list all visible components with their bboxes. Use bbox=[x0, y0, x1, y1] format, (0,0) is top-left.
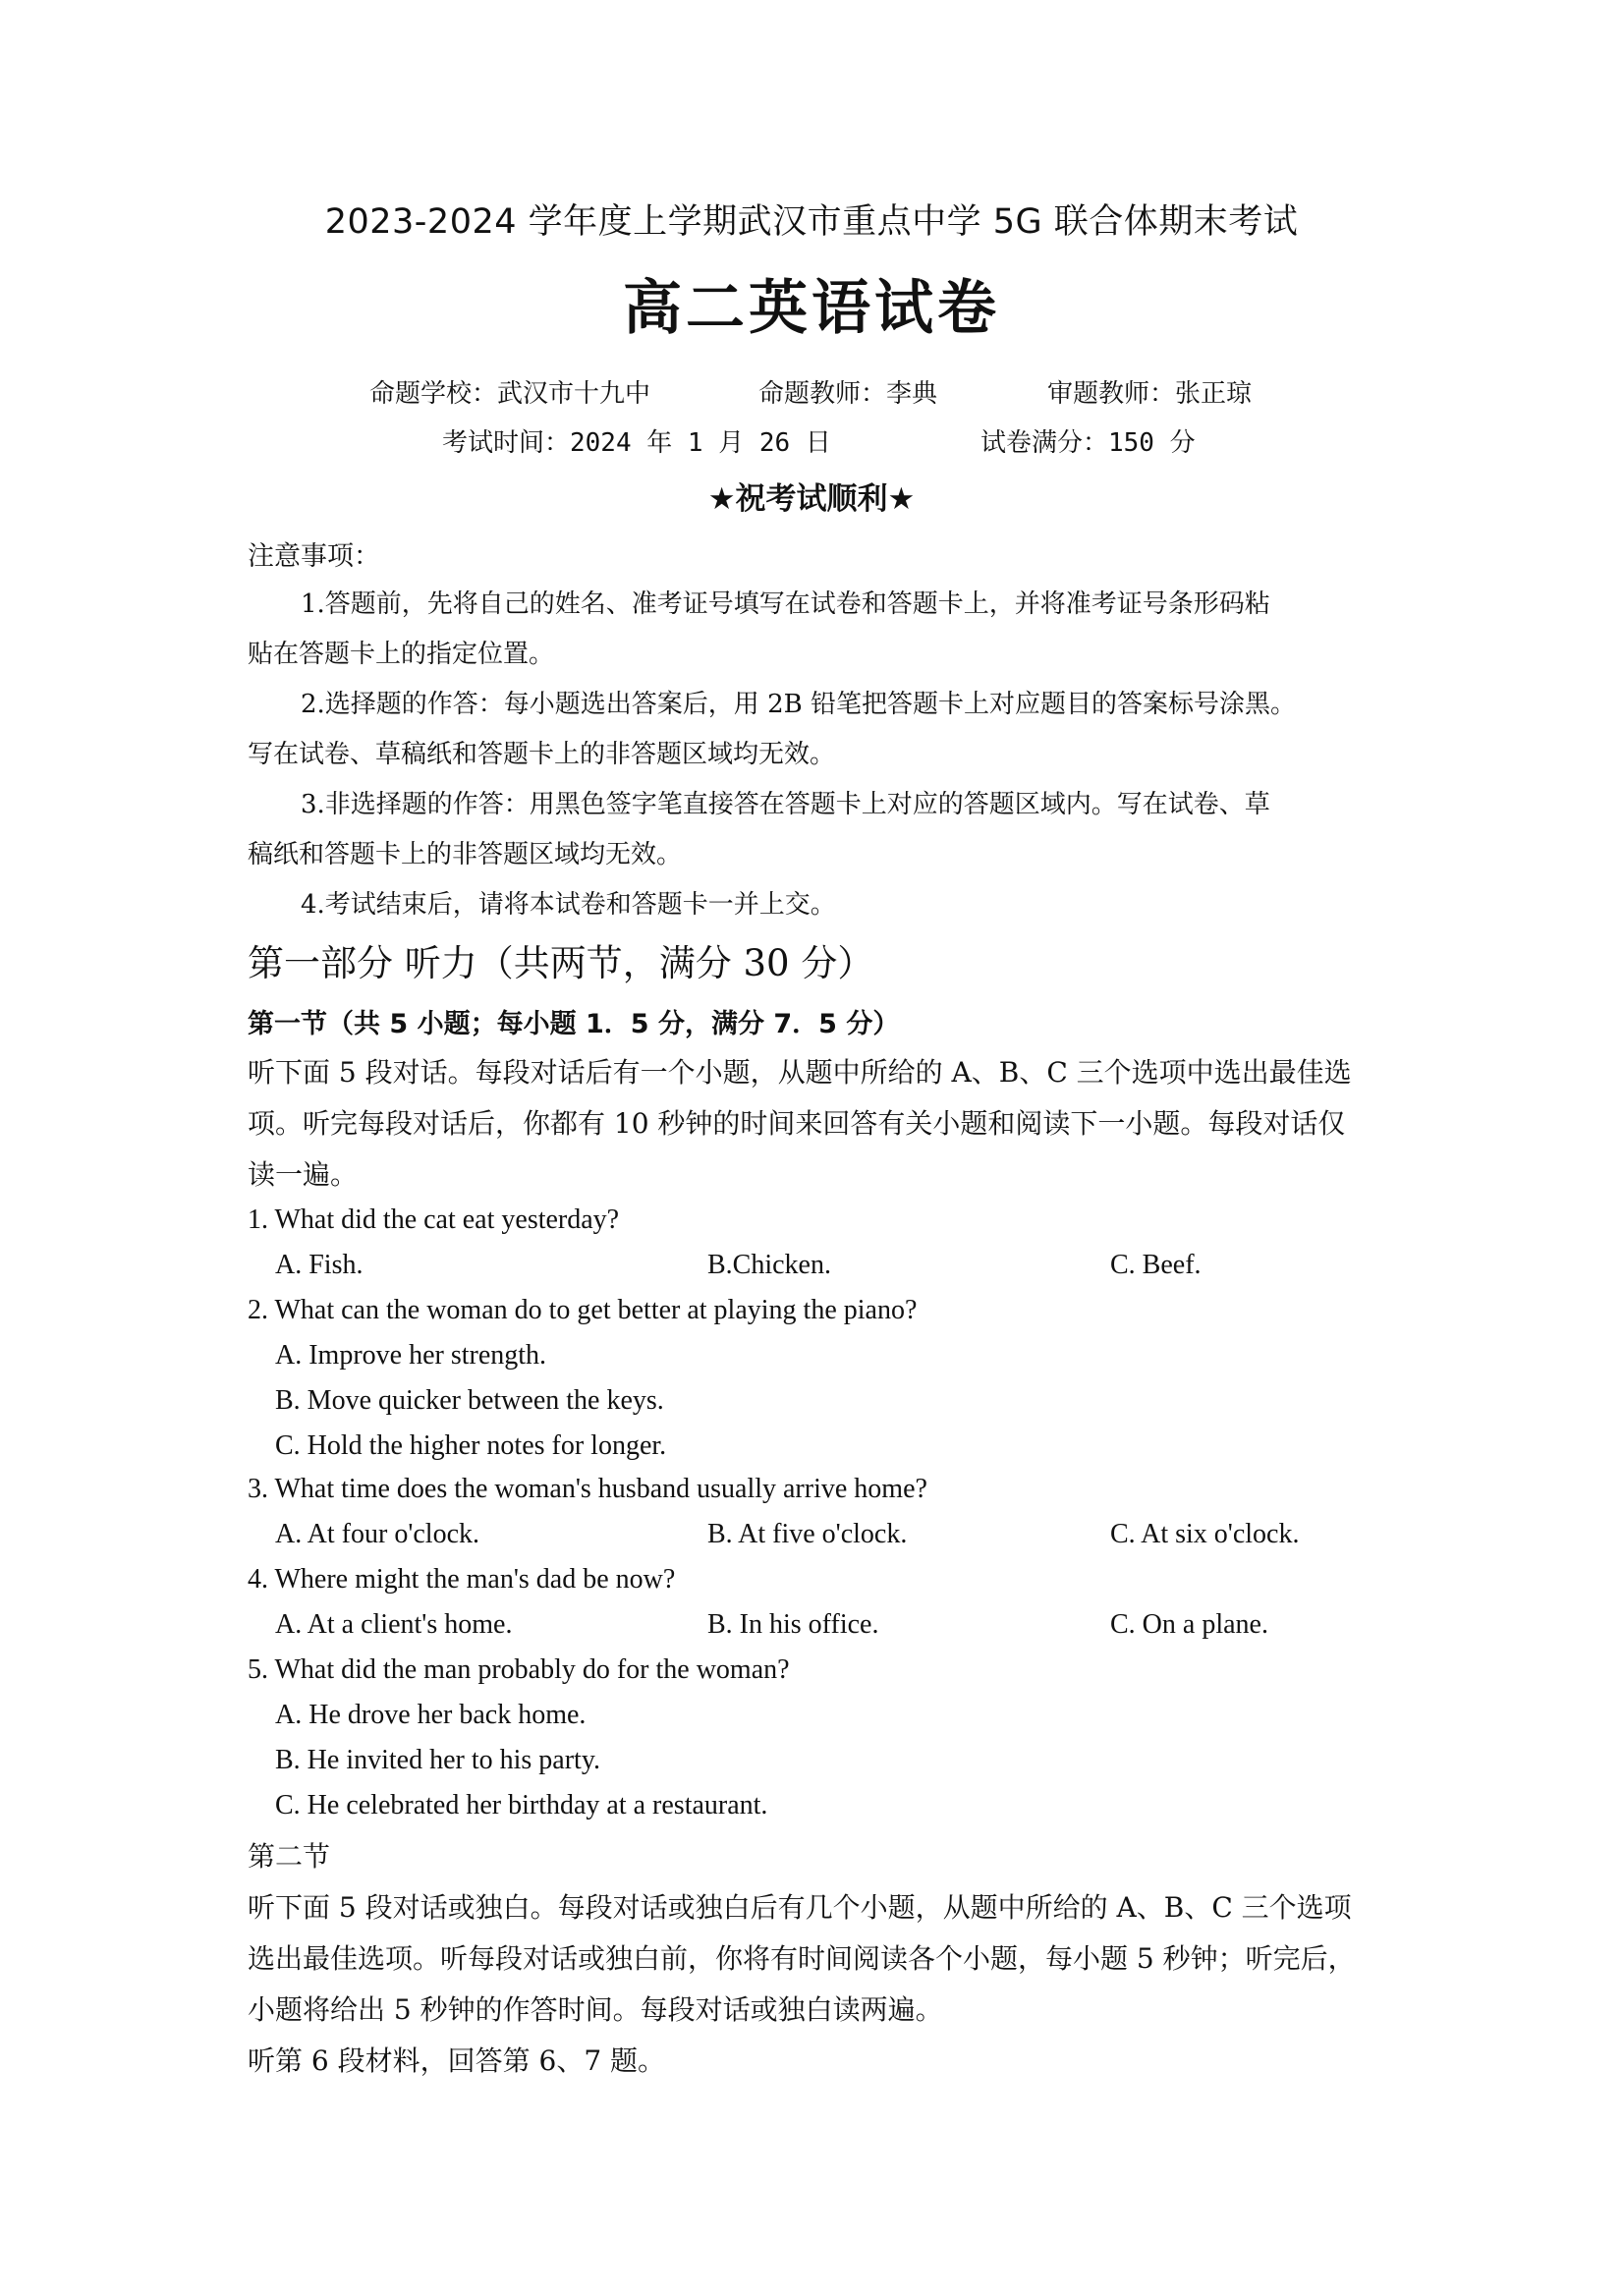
answer-option: C. At six o'clock. bbox=[1110, 1519, 1300, 1549]
reviewer-teacher: 审题教师：张正琼 bbox=[1047, 379, 1253, 409]
answer-option: B. At five o'clock. bbox=[707, 1519, 908, 1549]
question-stem: 3. What time does the woman's husband usually arrive home? bbox=[248, 1474, 927, 1504]
answer-option: B. He invited her to his party. bbox=[275, 1745, 601, 1775]
question-stem: 4. Where might the man's dad be now? bbox=[248, 1564, 676, 1595]
answer-option: A. He drove her back home. bbox=[275, 1700, 587, 1730]
notice-line: 4.考试结束后，请将本试卷和答题卡一并上交。 bbox=[301, 890, 836, 920]
answer-option: B.Chicken. bbox=[707, 1250, 831, 1280]
answer-option: A. At four o'clock. bbox=[275, 1519, 480, 1549]
answer-option: B. In his office. bbox=[707, 1609, 879, 1640]
notice-line: 贴在答题卡上的指定位置。 bbox=[248, 640, 555, 669]
question-stem: 5. What did the man probably do for the woman? bbox=[248, 1654, 790, 1685]
section1-instruction: 听下面 5 段对话。每段对话后有一个小题，从题中所给的 A、B、C 三个选项中选出最佳选 bbox=[248, 1056, 1352, 1089]
material-note: 听第 6 段材料，回答第 6、7 题。 bbox=[248, 2044, 666, 2077]
notice-heading: 注意事项： bbox=[248, 541, 380, 572]
notice-line: 稿纸和答题卡上的非答题区域均无效。 bbox=[248, 840, 683, 869]
answer-option: C. Beef. bbox=[1110, 1250, 1202, 1280]
section1-instruction: 项。听完每段对话后，你都有 10 秒钟的时间来回答有关小题和阅读下一小题。每段对话仅 bbox=[248, 1107, 1346, 1140]
section1-instruction: 读一遍。 bbox=[248, 1158, 359, 1191]
answer-option: C. On a plane. bbox=[1110, 1609, 1268, 1640]
full-score: 试卷满分：150 分 bbox=[980, 428, 1196, 458]
subject-title: 高二英语试卷 bbox=[623, 274, 1000, 343]
good-luck-banner: ★祝考试顺利★ bbox=[707, 481, 916, 517]
answer-option: A. Improve her strength. bbox=[275, 1340, 547, 1371]
notice-line: 1.答题前，先将自己的姓名、准考证号填写在试卷和答题卡上，并将准考证号条形码粘 bbox=[301, 589, 1270, 619]
notice-line: 写在试卷、草稿纸和答题卡上的非答题区域均无效。 bbox=[248, 740, 836, 769]
section2-heading: 第二节 bbox=[248, 1840, 331, 1873]
setter-teacher: 命题教师：李典 bbox=[758, 379, 938, 409]
section1-heading: 第一节（共 5 小题；每小题 1．5 分，满分 7．5 分） bbox=[248, 1009, 900, 1039]
question-stem: 2. What can the woman do to get better at playing the piano? bbox=[248, 1295, 918, 1325]
section2-instruction: 小题将给出 5 秒钟的作答时间。每段对话或独白读两遍。 bbox=[248, 1993, 943, 2026]
section2-instruction: 听下面 5 段对话或独白。每段对话或独白后有几个小题，从题中所给的 A、B、C 三个选项 bbox=[248, 1891, 1352, 1924]
setter-school: 命题学校：武汉市十九中 bbox=[369, 379, 651, 409]
exam-title: 2023-2024 学年度上学期武汉市重点中学 5G 联合体期末考试 bbox=[324, 202, 1299, 242]
answer-option: A. Fish. bbox=[275, 1250, 364, 1280]
notice-line: 2.选择题的作答：每小题选出答案后，用 2B 铅笔把答题卡上对应题目的答案标号涂黑。 bbox=[301, 690, 1296, 719]
answer-option: C. He celebrated her birthday at a restaurant. bbox=[275, 1790, 768, 1820]
part1-heading: 第一部分 听力（共两节，满分 30 分） bbox=[248, 942, 874, 984]
answer-option: A. At a client's home. bbox=[275, 1609, 513, 1640]
question-stem: 1. What did the cat eat yesterday? bbox=[248, 1204, 620, 1235]
exam-date: 考试时间：2024 年 1 月 26 日 bbox=[442, 428, 831, 458]
answer-option: B. Move quicker between the keys. bbox=[275, 1385, 664, 1416]
notice-line: 3.非选择题的作答：用黑色签字笔直接答在答题卡上对应的答题区域内。写在试卷、草 bbox=[301, 790, 1270, 819]
answer-option: C. Hold the higher notes for longer. bbox=[275, 1430, 667, 1461]
section2-instruction: 选出最佳选项。听每段对话或独白前，你将有时间阅读各个小题，每小题 5 秒钟；听完后， bbox=[248, 1942, 1356, 1975]
